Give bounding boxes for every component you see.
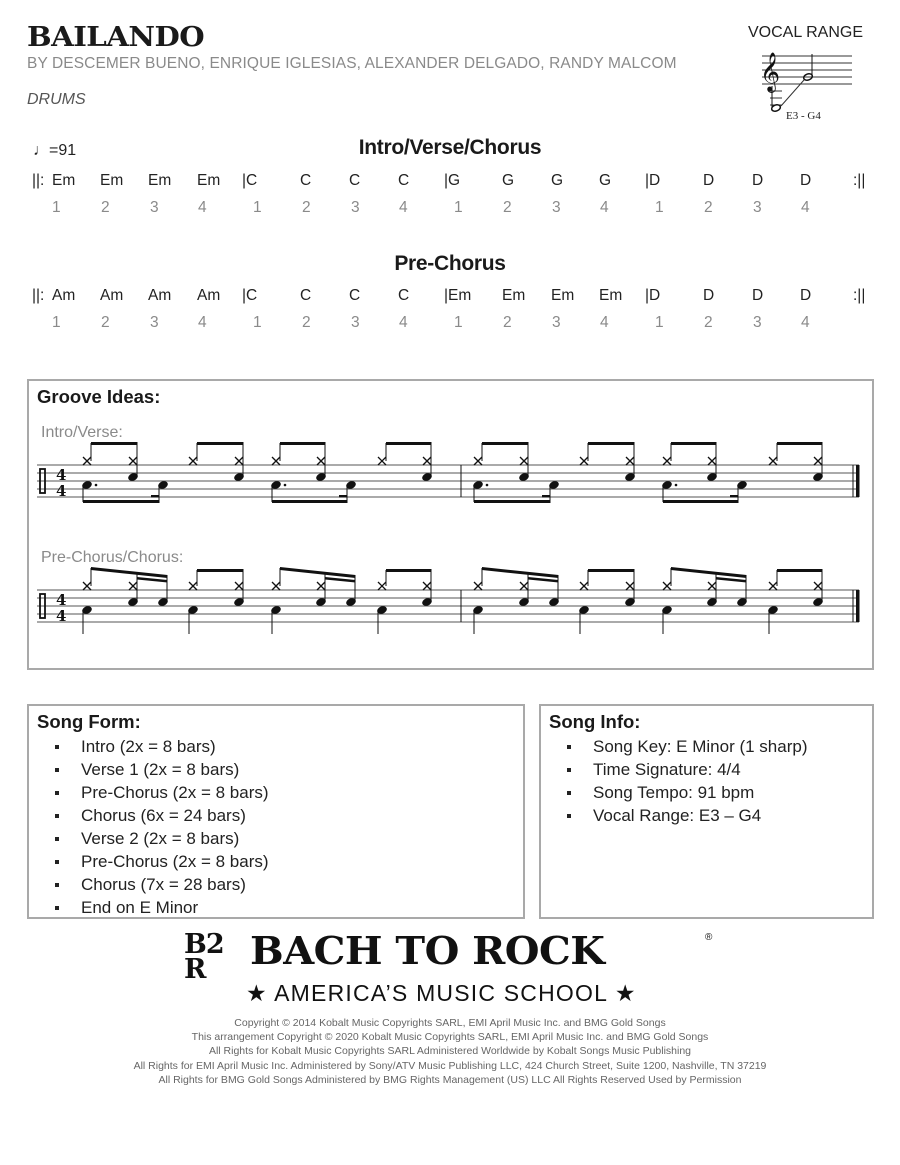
song-credits: BY DESCEMER BUENO, ENRIQUE IGLESIAS, ALEXANDER DELGADO, RANDY MALCOM xyxy=(27,55,677,72)
beat-count: 2 xyxy=(302,199,311,216)
list-item: Verse 2 (2x = 8 bars) xyxy=(53,827,269,850)
registered-mark: ® xyxy=(705,932,713,943)
beat-count: 3 xyxy=(552,314,561,331)
beat-count: 1 xyxy=(52,314,61,331)
beat-count: 4 xyxy=(600,314,609,331)
chord-symbol: C xyxy=(300,172,312,189)
chord-row xyxy=(0,287,900,309)
chord-symbol: D xyxy=(800,172,812,189)
beat-count: 2 xyxy=(704,314,713,331)
list-item: Chorus (6x = 24 bars) xyxy=(53,804,269,827)
list-item: Intro (2x = 8 bars) xyxy=(53,735,269,758)
tempo-marking: ♩=91 xyxy=(33,142,77,159)
groove-ideas-title: Groove Ideas: xyxy=(37,386,161,407)
copyright-line: All Rights for BMG Gold Songs Administered by BMG Rights Management (US) LLC All Rights Reserved Used by Permission xyxy=(158,1073,742,1086)
beat-count: 3 xyxy=(753,314,762,331)
treble-clef-icon: 𝄞 xyxy=(760,52,781,92)
chord-symbol: Em xyxy=(599,287,623,304)
list-item: Pre-Chorus (2x = 8 bars) xyxy=(53,781,269,804)
copyright-line: All Rights for Kobalt Music Copyrights SARL Administered Worldwide by Kobalt Songs Music Publishing xyxy=(208,1045,692,1058)
song-info-panel xyxy=(539,704,874,919)
section-title-pre-chorus: Pre-Chorus xyxy=(394,252,506,275)
chord-row xyxy=(0,172,900,194)
chord-symbol: C xyxy=(398,172,410,189)
chord-symbol: |Em xyxy=(444,287,472,304)
chord-symbol: C xyxy=(349,287,361,304)
chord-symbol: |C xyxy=(242,172,258,189)
song-form-title: Song Form: xyxy=(37,711,141,732)
beat-count: 3 xyxy=(150,199,159,216)
groove-ideas-panel xyxy=(27,379,874,670)
copyright-line: All Rights for EMI April Music Inc. Administered by Sony/ATV Music Publishing LLC, 424 Church Street, Suite 1200, Nashville, TN 37219 xyxy=(133,1059,767,1072)
beat-count: 2 xyxy=(503,314,512,331)
beat-count: 2 xyxy=(704,199,713,216)
song-title: BAILANDO xyxy=(27,22,205,53)
song-form-panel xyxy=(27,704,525,919)
start-repeat-sign: ||: xyxy=(32,287,45,304)
chord-symbol: Em xyxy=(100,172,124,189)
chord-symbol: Em xyxy=(148,172,172,189)
chord-symbol: C xyxy=(349,172,361,189)
beat-count: 1 xyxy=(454,199,463,216)
chord-symbol: Am xyxy=(148,287,172,304)
chord-symbol: |D xyxy=(645,172,661,189)
chord-symbol: |G xyxy=(444,172,461,189)
list-item: Song Tempo: 91 bpm xyxy=(565,781,807,804)
b2r-mark-icon: B2 R xyxy=(184,929,224,985)
copyright-line: This arrangement Copyright © 2020 Kobalt Music Copyrights SARL, EMI April Music Inc. and BMG Gold Songs xyxy=(191,1031,709,1044)
beat-count: 3 xyxy=(150,314,159,331)
chord-symbol: |C xyxy=(242,287,258,304)
beat-count: 4 xyxy=(198,314,207,331)
chord-symbol: G xyxy=(551,172,564,189)
logo-tagline: ★ AMERICA’S MUSIC SCHOOL ★ xyxy=(246,980,637,1006)
beat-count: 4 xyxy=(399,314,408,331)
logo-name: BACH TO ROCK xyxy=(250,928,605,973)
chord-symbol: G xyxy=(502,172,515,189)
song-info-title: Song Info: xyxy=(549,711,641,732)
svg-text:4: 4 xyxy=(56,466,67,484)
bach-to-rock-logo xyxy=(180,930,720,1010)
beat-count: 3 xyxy=(351,199,360,216)
list-item: Time Signature: 4/4 xyxy=(565,758,807,781)
vocal-range-label: VOCAL RANGE xyxy=(748,24,863,41)
beat-count: 2 xyxy=(503,199,512,216)
groove-label-intro-verse: Intro/Verse: xyxy=(41,424,123,441)
vocal-range-notes: E3 - G4 xyxy=(786,110,821,122)
svg-text:4: 4 xyxy=(56,607,67,625)
groove-label-pre-chorus-chorus: Pre-Chorus/Chorus: xyxy=(41,549,184,566)
beat-count: 2 xyxy=(302,314,311,331)
chord-symbol: Em xyxy=(502,287,526,304)
chord-symbol: D xyxy=(703,287,715,304)
list-item: Song Key: E Minor (1 sharp) xyxy=(565,735,807,758)
svg-text:4: 4 xyxy=(56,482,67,500)
end-repeat-sign: :|| xyxy=(853,287,866,304)
chord-symbol: G xyxy=(599,172,612,189)
beat-count: 2 xyxy=(101,314,110,331)
beat-count: 4 xyxy=(198,199,207,216)
beat-count: 1 xyxy=(454,314,463,331)
chord-symbol: D xyxy=(800,287,812,304)
beat-count: 4 xyxy=(801,314,810,331)
beat-count: 1 xyxy=(253,314,262,331)
beat-count: 3 xyxy=(753,199,762,216)
drum-notation-pre-chorus-chorus xyxy=(29,561,872,651)
beat-count: 1 xyxy=(253,199,262,216)
section-title-intro-verse-chorus: Intro/Verse/Chorus xyxy=(358,136,542,159)
list-item: End on E Minor xyxy=(53,896,269,919)
instrument-label: DRUMS xyxy=(27,91,86,108)
beat-count: 1 xyxy=(655,199,664,216)
end-repeat-sign: :|| xyxy=(853,172,866,189)
chord-symbol: |D xyxy=(645,287,661,304)
chord-symbol: Em xyxy=(197,172,221,189)
chord-symbol: D xyxy=(752,287,764,304)
chord-symbol: C xyxy=(300,287,312,304)
count-row xyxy=(0,314,900,336)
chord-symbol: Em xyxy=(52,172,76,189)
song-info-list xyxy=(565,735,807,827)
svg-text:4: 4 xyxy=(56,591,67,609)
count-row xyxy=(0,199,900,221)
beat-count: 3 xyxy=(351,314,360,331)
beat-count: 1 xyxy=(655,314,664,331)
beat-count: 4 xyxy=(600,199,609,216)
beat-count: 3 xyxy=(552,199,561,216)
chord-symbol: D xyxy=(703,172,715,189)
list-item: Chorus (7x = 28 bars) xyxy=(53,873,269,896)
list-item: Vocal Range: E3 – G4 xyxy=(565,804,807,827)
chord-symbol: C xyxy=(398,287,410,304)
song-form-list xyxy=(53,735,269,919)
copyright-line: Copyright © 2014 Kobalt Music Copyrights SARL, EMI April Music Inc. and BMG Gold Songs xyxy=(234,1017,666,1029)
beat-count: 2 xyxy=(101,199,110,216)
chord-symbol: Am xyxy=(100,287,124,304)
chord-symbol: D xyxy=(752,172,764,189)
chord-symbol: Am xyxy=(197,287,221,304)
chord-symbol: Am xyxy=(52,287,76,304)
copyright-notice xyxy=(0,1016,900,1087)
list-item: Verse 1 (2x = 8 bars) xyxy=(53,758,269,781)
chord-symbol: Em xyxy=(551,287,575,304)
start-repeat-sign: ||: xyxy=(32,172,45,189)
beat-count: 1 xyxy=(52,199,61,216)
beat-count: 4 xyxy=(399,199,408,216)
list-item: Pre-Chorus (2x = 8 bars) xyxy=(53,850,269,873)
vocal-range-staff xyxy=(740,44,880,114)
drum-notation-intro-verse xyxy=(29,436,872,526)
beat-count: 4 xyxy=(801,199,810,216)
